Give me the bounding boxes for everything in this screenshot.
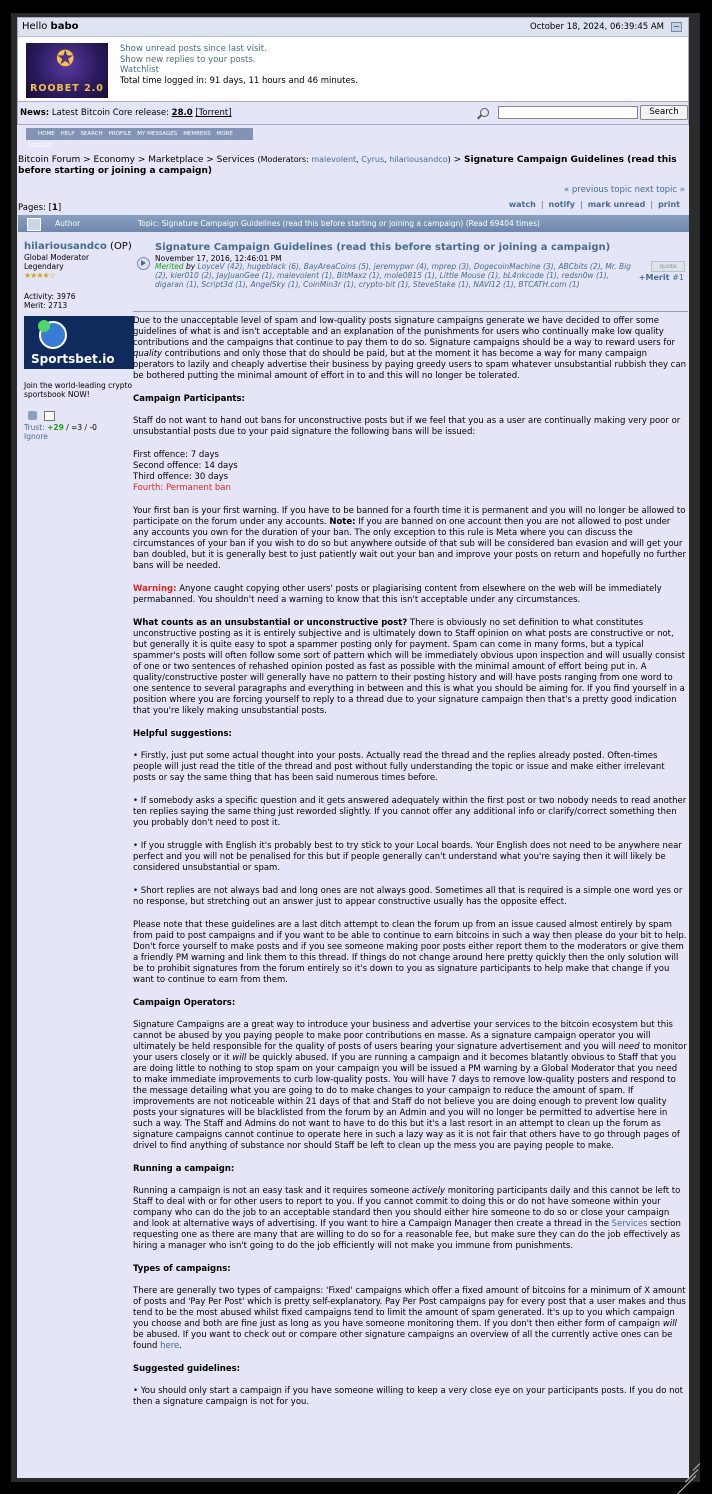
ignore-link[interactable]: Ignore bbox=[24, 432, 48, 441]
user-info bbox=[18, 37, 688, 101]
news-torrent-link[interactable]: [Torrent] bbox=[195, 108, 232, 118]
next-topic-link[interactable]: next topic » bbox=[634, 185, 685, 195]
paragraph: Staff do not want to hand out bans for unconstructive posts but if we feel that you as a user are continually making very poor or unsubstantial posts due to your paid signature the following bans will be issued: bbox=[133, 416, 681, 437]
warning-label: Warning: bbox=[133, 584, 177, 594]
breadcrumb-current[interactable]: Signature Campaign Guidelines (read this before starting or joining a campaign) bbox=[18, 155, 677, 176]
poster-activity: Activity: 3976 bbox=[24, 292, 76, 301]
banner-text: Sportsbet.io bbox=[31, 352, 115, 366]
link-new-replies[interactable]: Show new replies to your posts. bbox=[120, 54, 256, 65]
paragraph bbox=[133, 1020, 687, 1152]
menu-members[interactable]: MEMBERS bbox=[183, 131, 211, 137]
poster-tools bbox=[24, 411, 136, 423]
menu-search[interactable]: SEARCH bbox=[80, 131, 103, 137]
breadcrumb-services[interactable]: Services bbox=[216, 155, 255, 165]
heading-participants: Campaign Participants: bbox=[133, 394, 245, 404]
breadcrumb-bitcoin-forum[interactable]: Bitcoin Forum bbox=[18, 155, 81, 165]
offence-1: First offence: 7 days bbox=[133, 450, 219, 460]
menu-my-messages[interactable]: MY MESSAGES bbox=[137, 131, 178, 137]
paragraph bbox=[133, 506, 687, 572]
text: Anyone caught copying other users' posts or plagiarising content from elsewhere on the web will be immediately permabanned. You shouldn't need a warning to know that this isn't acceptable under any circumstances. bbox=[133, 584, 662, 605]
forum-page bbox=[17, 17, 689, 1478]
heading-types: Types of campaigns: bbox=[133, 1264, 231, 1274]
menu-home[interactable]: HOME bbox=[38, 131, 55, 137]
suggestion-3: • If you struggle with English it's probably best to try stick to your Local boards. Your English does not need to be anywhere near perfect and you will not be penalised for this but if people generally can't understand what you're saying then it will likely be considered unsubstantial or spam. bbox=[133, 841, 682, 873]
news-version-link[interactable]: 28.0 bbox=[171, 108, 193, 118]
user-links bbox=[120, 44, 358, 86]
text: contributions and only those that do should be paid, but at the moment it has become a way for many campaign operators to lazily and cheaply advertise their business by paying greedy users to spam whatever unsubstantial rubbish they can be bothered putting the minimal amount of effort in to and this will no longer be tolerated. bbox=[133, 349, 686, 381]
post-number[interactable]: #1 bbox=[672, 273, 684, 282]
post-content bbox=[133, 316, 687, 1420]
poster-role: Global Moderator bbox=[24, 253, 90, 262]
text-emphasis: quality bbox=[133, 349, 163, 359]
poster-info bbox=[24, 241, 136, 441]
heading-running: Running a campaign: bbox=[133, 1164, 235, 1174]
text: There are generally two types of campaigns: 'Fixed' campaigns which offer a fixed amount of bitcoins for a minimum of X amount of posts and 'Pay Per Post' which is pretty self-explanatory. Pay Per Post campaigns pay for every post that a user makes and thus tend to be the most abused whilst fixed campaigns tend to limit the amount of spam generated. It's up to you which campaign you choose and both are fine just as long as you have someone monitoring them. If you don't then either form of campaign bbox=[133, 1286, 686, 1329]
previous-topic-link[interactable]: « previous topic bbox=[563, 185, 632, 195]
moderators: (Moderators: malevolent, Cyrus, hilariousandco) bbox=[257, 155, 451, 164]
merited-list[interactable]: LoyceV (42), hugeblack (6), BayAreaCoins (5), jeremypwr (4), mprep (3), DogecoinMachine (3), ABCbits (2), Mr. Big (2), kier010 (2), JayJuanGee (1), malevolent (1), BitMaxz (1), mole0815 (1), Little Mouse (1), bL4nkcode (1), redsn0w (1), digaran (1), Script3d (1), AngelSky (1), CoinMin3r (1), crypto-bit (1), SteveStake (1), NAVI12 (1), BTCATH.com (1) bbox=[155, 262, 631, 289]
merited-label: Merited bbox=[155, 262, 184, 271]
offence-3: Third offence: 30 days bbox=[133, 472, 229, 482]
overview-link[interactable]: here bbox=[160, 1341, 180, 1351]
pagination bbox=[18, 203, 61, 213]
offence-2: Second offence: 14 days bbox=[133, 461, 238, 471]
trust-rest: / =3 / -0 bbox=[63, 423, 97, 432]
main-menu bbox=[26, 128, 253, 149]
poster-name[interactable]: hilariousandco bbox=[24, 241, 107, 252]
user-box bbox=[17, 17, 689, 125]
author-column-header: Author bbox=[55, 219, 81, 228]
poster-rank: Legendary bbox=[24, 262, 64, 271]
action-notify[interactable]: notify bbox=[548, 200, 575, 209]
text: Running a campaign is not an easy task and it requires someone bbox=[133, 1186, 412, 1196]
menu-profile[interactable]: PROFILE bbox=[108, 131, 132, 137]
breadcrumb-economy[interactable]: Economy bbox=[93, 155, 135, 165]
services-link[interactable]: Services bbox=[611, 1219, 648, 1229]
paragraph bbox=[133, 316, 687, 382]
text: to monitor your users closely or it bbox=[133, 1042, 687, 1063]
breadcrumb-sep: > bbox=[80, 155, 94, 165]
breadcrumb bbox=[18, 154, 688, 177]
merited-by bbox=[155, 262, 633, 289]
paragraph bbox=[133, 1186, 687, 1252]
greeting-text: Hello bbox=[22, 21, 51, 32]
link-unread-posts[interactable]: Show unread posts since last visit. bbox=[120, 44, 267, 54]
text: Due to the unacceptable level of spam and low-quality posts signature campaigns generate we have decided to offer some guidelines of what is and isn't acceptable and an explanation of the punishments for users who continually make low quality contributions and the campaigns that continue to pay them to do so. Signature campaigns should be a way to reward users for bbox=[133, 316, 676, 348]
heading-suggested: Suggested guidelines: bbox=[133, 1364, 241, 1374]
trust-score bbox=[24, 423, 136, 432]
text: Your first ban is your first warning. If you have to be banned for a fourth time it is permanent and you will no longer be allowed to participate on the forum under any accounts. bbox=[133, 506, 686, 527]
topic-nav bbox=[564, 185, 685, 195]
heading-helpful: Helpful suggestions: bbox=[133, 729, 232, 739]
pages-label: Pages: [ bbox=[18, 203, 52, 213]
news-line bbox=[20, 108, 232, 118]
paragraph: Please note that these guidelines are a last ditch attempt to clean the forum up from an issue caused almost entirely by spam from paid to post campaigns and if you want to be able to continue to earn bitcoins in such a way then please do your bit to help. Don't force yourself to make posts and if you see someone making poor posts either report them to the moderators or give them a friendly PM warning and link them to this thread. If things do not change around here pretty quickly then the only solution will be to prohibit signatures from the forum entirely so it's down to you as signature participants to help make that change if you want to continue to earn from them. bbox=[133, 920, 687, 985]
breadcrumb-sep: > bbox=[450, 155, 465, 165]
guideline-1: • You should only start a campaign if you have someone willing to keep a very close eye on your participants posts. If you do not then a signature campaign is not for you. bbox=[133, 1386, 684, 1407]
post bbox=[133, 241, 688, 1407]
text-emphasis: will bbox=[662, 1319, 677, 1329]
moderators-label: (Moderators: bbox=[257, 155, 312, 164]
suggestion-2: • If somebody asks a specific question and it gets answered adequately within the first post or two nobody needs to read another ten replies saying the same thing just reworded slightly. If you cannot offer any additional info or clarify/correct something then you probably don't need to post it. bbox=[133, 796, 687, 828]
menu-help[interactable]: HELP bbox=[60, 131, 75, 137]
post-arrow-icon bbox=[137, 257, 150, 270]
text: Signature Campaigns are a great way to introduce your business and advertise your services to the bitcoin ecosystem but this cannot be abused by you paying people to make poor contributions en masse. As a signature campaign operator you will ultimately be held responsible for the quality of posts of users bearing your signature advertisement and you will bbox=[133, 1020, 673, 1052]
link-watchlist[interactable]: Watchlist bbox=[120, 65, 159, 75]
poster-merit: Merit: 2713 bbox=[24, 301, 68, 310]
current-datetime: October 18, 2024, 06:39:45 AM bbox=[530, 22, 664, 32]
topic-column-header: Topic: Signature Campaign Guidelines (read this before starting or joining a campaign) (Read 69404 times) bbox=[138, 219, 540, 228]
avatar-text: ROOBET 2.0 bbox=[30, 83, 104, 94]
text: section requesting one as there are many that are willing to do so for a reasonable fee, but make sure they can do the job effectively as hiring a manager who isn't going to do the job efficiently will not make you immune from punishments. bbox=[133, 1219, 681, 1251]
action-watch[interactable]: watch bbox=[508, 200, 536, 209]
question-label: What counts as an unsubstantial or unconstructive post? bbox=[133, 618, 408, 628]
roobet-logo-icon: ✪ bbox=[56, 47, 75, 72]
poster-tagline: Join the world-leading crypto sportsbook NOW! bbox=[24, 381, 133, 399]
warning-paragraph bbox=[133, 584, 687, 606]
trust-positive: +29 bbox=[47, 423, 64, 432]
page-current: 1 bbox=[51, 203, 58, 213]
paragraph bbox=[133, 1286, 687, 1352]
profile-icon[interactable] bbox=[28, 411, 37, 420]
quote-button[interactable]: quote bbox=[651, 261, 685, 272]
merit-area bbox=[639, 273, 684, 282]
action-print[interactable]: print bbox=[658, 200, 680, 209]
text: be quickly abused. If you are running a campaign and it becomes blatantly obvious to Staff that you are doing little to nothing to stop spam on your campaign you will be issued a PM warning by a Global Moderator that you need to make immediate improvements to curb low-quality posts. You will have 7 days to remove low-quality posters and respond to the message detailing what you are going to do to make changes to your campaign to reduce the amount of spam. If improvements are not noticeable within 21 days of that and Staff do not believe you are doing enough to prevent low quality posts your signatures will be blacklisted from the forum by an Admin and you will no longer be permitted to advertise here in such a way. The Staff and Admins do not want to have to do this but it's a last resort in an attempt to clean up the forum as signature campaigns cannot continue to operate here in such a lazy way as it is not fair that others have to go through pages of drivel to find anything of substance nor should Staff be left to clean up the mess you are paying people to make. bbox=[133, 1053, 680, 1151]
time-logged-in: Total time logged in: 91 days, 11 hours and 46 minutes. bbox=[120, 75, 358, 86]
text-emphasis: need bbox=[618, 1042, 640, 1052]
note-label: Note: bbox=[329, 517, 356, 527]
post-header bbox=[133, 241, 688, 312]
text: . bbox=[179, 1341, 182, 1351]
heading-operators: Campaign Operators: bbox=[133, 998, 236, 1008]
text: There is obviously no set definition to what constitutes unconstructive posting as it is entirely subjective and is ultimately down to Staff opinion on what posts are constructive or not, but generally it is quite easy to spot a spammer posting only for payment. Spam can come in many forms, but a typical spammer's posts will often follow some sort of pattern which will be immediately obvious upon inspection and will usually consist of one or two sentences of rehashed opinion posted as fast as possible with the minimal amount of effort being put in. A quality/constructive poster will generally have no pattern to their posting history and will have posts ranging from one word to one sentence to several paragraphs and everything in between and this is what you should be aiming for. If you find yourself in a position where you are forcing yourself to reply to a thread due to your signature campaign then that's a pretty good indication that you're likely making unsubstantial posts. bbox=[133, 618, 685, 716]
text: If you are banned on one account then you are not allowed to post under any accounts you own for the duration of your ban. The only exception to this rule is Meta where you can discuss the circumstances of your ban if you wish to do so but anywhere outside of that sub will be considered ban evasion and will get your ban doubled, but it is generally best to just patiently wait out your ban and improve your posts on return and hopefully no further bans will be needed. bbox=[133, 517, 686, 571]
moderator-link[interactable]: Cyrus bbox=[361, 155, 385, 164]
menu-logout[interactable]: LOGOUT bbox=[29, 143, 53, 149]
sportsbet-logo-icon bbox=[39, 321, 67, 349]
poster-op: (OP) bbox=[106, 241, 132, 252]
rank-stars-icon: ★★★★☆ bbox=[24, 271, 55, 280]
topic-icon bbox=[27, 218, 41, 231]
username: babo bbox=[50, 21, 79, 32]
sportsbet-banner[interactable] bbox=[24, 316, 134, 369]
topic-actions: watch | notify | mark unread | print bbox=[508, 200, 680, 209]
merited-by-word: by bbox=[183, 262, 198, 271]
breadcrumb-marketplace[interactable]: Marketplace bbox=[148, 155, 204, 165]
action-mark-unread[interactable]: mark unread bbox=[587, 200, 646, 209]
message-icon[interactable] bbox=[44, 411, 55, 421]
resize-handle-icon[interactable] bbox=[676, 1455, 696, 1475]
paragraph bbox=[133, 618, 687, 717]
offence-4: Fourth: Permanent ban bbox=[133, 483, 231, 493]
user-avatar bbox=[26, 43, 108, 98]
suggestion-1: • Firstly, just put some actual thought into your posts. Actually read the thread and the replies already posted. Often-times people will just read the title of the thread and post without fully understanding the topic or issue and make either irrelevant posts or say the same thing that has been said numerous times before. bbox=[133, 751, 665, 783]
moderators-close: ) bbox=[447, 155, 451, 164]
moderator-link[interactable]: malevolent bbox=[311, 155, 357, 164]
breadcrumb-sep: > bbox=[203, 155, 217, 165]
collapse-icon[interactable] bbox=[671, 22, 682, 32]
trust-label[interactable]: Trust: bbox=[24, 423, 48, 432]
news-text: Latest Bitcoin Core release: bbox=[49, 108, 172, 118]
topic-header-bar bbox=[18, 215, 689, 232]
breadcrumb-sep: > bbox=[134, 155, 149, 165]
news-bar bbox=[18, 101, 688, 124]
menu-more[interactable]: MORE bbox=[216, 131, 233, 137]
post-date: November 17, 2016, 12:46:01 PM bbox=[155, 254, 282, 263]
merit-button[interactable]: +Merit bbox=[638, 273, 670, 282]
text: be abused. If you want to check out or compare other signature campaigns an overview of all the currently active ones can be found bbox=[133, 1330, 673, 1351]
offence-list bbox=[133, 450, 687, 494]
text-emphasis: will bbox=[232, 1053, 247, 1063]
post-title[interactable]: Signature Campaign Guidelines (read this before starting or joining a campaign) bbox=[155, 242, 611, 253]
text-emphasis: actively bbox=[411, 1186, 445, 1196]
search-input[interactable] bbox=[498, 106, 638, 119]
search-icon bbox=[480, 108, 489, 117]
news-label: News: bbox=[20, 108, 50, 118]
moderator-link[interactable]: hilariousandco bbox=[389, 155, 448, 164]
search-button[interactable]: Search bbox=[640, 105, 688, 120]
pages-close: ] bbox=[57, 203, 62, 213]
text: monitoring participants daily and this cannot be left to Staff to deal with or for other users to report to you. If you cannot commit to doing this or do not have someone within your company who can do the job to an acceptable standard then you should either hire someone to do so or close your campaign and look at alternative ways of advertising. If you want to hire a Campaign Manager then create a thread in the bbox=[133, 1186, 681, 1229]
suggestion-4: • Short replies are not always bad and long ones are not always good. Sometimes all that is required is a simple one word yes or no response, but stretching out an answer just to appear constructive usually has the opposite effect. bbox=[133, 886, 683, 907]
greeting-bar bbox=[18, 18, 688, 37]
